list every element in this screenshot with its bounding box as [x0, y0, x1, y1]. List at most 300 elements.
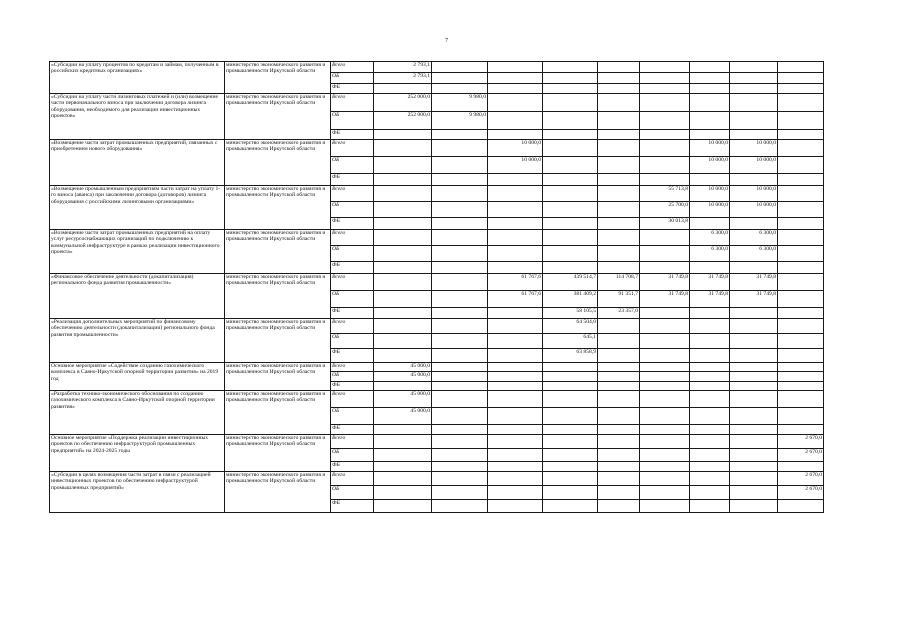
amount-cell	[543, 174, 598, 186]
amount-cell	[640, 435, 690, 449]
amount-cell	[690, 349, 730, 363]
table-body	[50, 62, 824, 513]
amount-cell	[432, 334, 488, 349]
amount-cell	[598, 112, 640, 130]
amount-cell	[543, 130, 598, 140]
amount-cell	[778, 462, 824, 472]
amount-cell	[543, 499, 598, 512]
amount-cell	[778, 334, 824, 349]
event-name-cell: «Субсидии на уплату части лизинговых платежей и (или) возмещение части первоначального взноса при заключении договора лизинга оборудования, необходимого для реализации инвестиционных проектов»	[50, 94, 225, 140]
amount-cell: 2 670,0	[778, 435, 824, 449]
amount-cell	[778, 140, 824, 157]
amount-cell: 10 000,0	[488, 140, 543, 157]
amount-cell	[640, 157, 690, 174]
amount-cell	[730, 448, 778, 462]
amount-cell: 10 000,0	[730, 202, 778, 218]
amount-cell: 23 357,0	[598, 308, 640, 319]
amount-cell	[374, 84, 432, 94]
amount-cell: 31 749,8	[640, 291, 690, 308]
amount-cell	[730, 372, 778, 382]
amount-cell: 10 000,0	[730, 186, 778, 202]
amount-cell: 30 013,8	[640, 218, 690, 230]
table-row	[50, 319, 824, 334]
amount-cell	[488, 448, 543, 462]
amount-cell	[690, 112, 730, 130]
amount-cell	[778, 274, 824, 291]
amount-cell	[690, 408, 730, 425]
amount-cell	[543, 262, 598, 274]
amount-cell	[488, 372, 543, 382]
amount-cell: 91 351,7	[598, 291, 640, 308]
amount-cell	[778, 218, 824, 230]
amount-cell	[432, 363, 488, 372]
executor-cell: министерство экономического развития и промышленности Иркутской области	[225, 435, 331, 472]
funding-source-cell: Всего	[331, 94, 374, 112]
amount-cell	[690, 73, 730, 84]
funding-source-cell: ФБ	[331, 382, 374, 391]
amount-cell	[543, 202, 598, 218]
executor-cell: министерство экономического развития и промышленности Иркутской области	[225, 363, 331, 391]
amount-cell	[432, 174, 488, 186]
amount-cell	[730, 425, 778, 435]
amount-cell	[730, 408, 778, 425]
amount-cell: 25 700,0	[640, 202, 690, 218]
event-name-cell: «Субсидии на уплату процентов по кредитам и займам, полученным в российских кредитных организациях»	[50, 62, 225, 94]
amount-cell: 31 749,8	[730, 274, 778, 291]
amount-cell	[374, 174, 432, 186]
amount-cell	[488, 262, 543, 274]
amount-cell	[598, 157, 640, 174]
amount-cell	[598, 246, 640, 262]
amount-cell	[374, 130, 432, 140]
executor-cell: министерство экономического развития и промышленности Иркутской области	[225, 230, 331, 274]
funding-source-cell: ФБ	[331, 349, 374, 363]
table-row	[50, 363, 824, 372]
amount-cell: 381 409,2	[543, 291, 598, 308]
amount-cell	[598, 349, 640, 363]
funding-source-cell: ФБ	[331, 84, 374, 94]
amount-cell	[488, 308, 543, 319]
amount-cell: 6 300,0	[730, 246, 778, 262]
amount-cell	[690, 435, 730, 449]
amount-cell: 6 300,0	[690, 230, 730, 246]
amount-cell: 2 793,1	[374, 62, 432, 73]
amount-cell	[730, 472, 778, 486]
executor-cell: министерство экономического развития и промышленности Иркутской области	[225, 94, 331, 140]
amount-cell	[690, 372, 730, 382]
amount-cell	[778, 186, 824, 202]
amount-cell	[488, 425, 543, 435]
amount-cell	[488, 112, 543, 130]
amount-cell	[640, 262, 690, 274]
amount-cell	[432, 408, 488, 425]
amount-cell	[778, 62, 824, 73]
amount-cell	[432, 73, 488, 84]
amount-cell	[488, 472, 543, 486]
amount-cell	[730, 499, 778, 512]
funding-source-cell: Всего	[331, 319, 374, 334]
funding-source-cell: ФБ	[331, 308, 374, 319]
amount-cell	[598, 391, 640, 408]
funding-source-cell: ФБ	[331, 499, 374, 512]
event-name-cell: «Возмещение части затрат промышленных предприятий, связанных с приобретением нового оборудования»	[50, 140, 225, 186]
event-name-cell: «Разработка технико-экономического обоснования по созданию газохимического комплекса в Саяно-Иркутской опорной территории развития»	[50, 391, 225, 435]
amount-cell	[543, 462, 598, 472]
amount-cell	[488, 462, 543, 472]
amount-cell	[488, 486, 543, 500]
amount-cell	[690, 363, 730, 372]
amount-cell	[488, 363, 543, 372]
table-row	[50, 230, 824, 246]
funding-source-cell: ОБ	[331, 486, 374, 500]
amount-cell	[640, 246, 690, 262]
amount-cell	[543, 140, 598, 157]
amount-cell	[640, 448, 690, 462]
amount-cell	[374, 186, 432, 202]
amount-cell	[730, 218, 778, 230]
amount-cell	[543, 435, 598, 449]
amount-cell	[432, 462, 488, 472]
amount-cell	[432, 486, 488, 500]
amount-cell	[640, 349, 690, 363]
amount-cell: 10 000,0	[730, 140, 778, 157]
amount-cell	[640, 372, 690, 382]
amount-cell	[690, 262, 730, 274]
amount-cell	[778, 425, 824, 435]
amount-cell: 10 000,0	[690, 202, 730, 218]
amount-cell	[598, 486, 640, 500]
amount-cell	[374, 334, 432, 349]
amount-cell	[374, 499, 432, 512]
amount-cell	[690, 94, 730, 112]
executor-cell: министерство экономического развития и промышленности Иркутской области	[225, 62, 331, 94]
amount-cell	[778, 112, 824, 130]
amount-cell	[432, 349, 488, 363]
amount-cell	[778, 246, 824, 262]
amount-cell	[730, 112, 778, 130]
amount-cell	[730, 62, 778, 73]
amount-cell	[730, 382, 778, 391]
amount-cell	[598, 425, 640, 435]
amount-cell	[598, 202, 640, 218]
amount-cell	[598, 230, 640, 246]
amount-cell	[543, 246, 598, 262]
amount-cell	[640, 334, 690, 349]
amount-cell: 31 749,8	[690, 274, 730, 291]
funding-source-cell: ОБ	[331, 112, 374, 130]
funding-source-cell: ОБ	[331, 448, 374, 462]
amount-cell: 2 670,0	[778, 486, 824, 500]
executor-cell: министерство экономического развития и промышленности Иркутской области	[225, 140, 331, 186]
amount-cell	[488, 62, 543, 73]
amount-cell	[543, 363, 598, 372]
amount-cell	[690, 486, 730, 500]
amount-cell	[730, 486, 778, 500]
amount-cell	[543, 84, 598, 94]
amount-cell	[543, 94, 598, 112]
amount-cell	[543, 425, 598, 435]
amount-cell	[432, 246, 488, 262]
amount-cell	[488, 408, 543, 425]
amount-cell	[640, 174, 690, 186]
amount-cell	[730, 94, 778, 112]
amount-cell	[598, 372, 640, 382]
amount-cell	[598, 334, 640, 349]
funding-source-cell: ОБ	[331, 73, 374, 84]
amount-cell	[543, 382, 598, 391]
amount-cell	[374, 262, 432, 274]
event-name-cell: Основное мероприятие «Содействие созданию газохимического комплекса в Саяно-Иркутской опорной территории развития» на 2019 год	[50, 363, 225, 391]
amount-cell	[640, 319, 690, 334]
amount-cell	[640, 308, 690, 319]
table-row	[50, 94, 824, 112]
amount-cell	[690, 174, 730, 186]
amount-cell	[730, 435, 778, 449]
funding-source-cell: Всего	[331, 274, 374, 291]
amount-cell	[488, 319, 543, 334]
amount-cell	[432, 291, 488, 308]
amount-cell	[543, 218, 598, 230]
amount-cell	[730, 84, 778, 94]
amount-cell	[488, 73, 543, 84]
amount-cell	[432, 130, 488, 140]
amount-cell: 63 858,9	[543, 349, 598, 363]
amount-cell	[640, 73, 690, 84]
amount-cell	[690, 499, 730, 512]
amount-cell	[432, 391, 488, 408]
amount-cell	[374, 448, 432, 462]
amount-cell	[543, 486, 598, 500]
amount-cell	[730, 308, 778, 319]
amount-cell	[488, 84, 543, 94]
amount-cell	[640, 408, 690, 425]
amount-cell	[778, 319, 824, 334]
amount-cell: 2 670,0	[778, 472, 824, 486]
executor-cell: министерство экономического развития и промышленности Иркутской области	[225, 319, 331, 363]
amount-cell	[432, 382, 488, 391]
amount-cell	[432, 274, 488, 291]
amount-cell	[598, 448, 640, 462]
table-row	[50, 274, 824, 291]
amount-cell	[778, 291, 824, 308]
amount-cell	[432, 262, 488, 274]
table-row	[50, 472, 824, 486]
funding-source-cell: ОБ	[331, 246, 374, 262]
amount-cell	[598, 218, 640, 230]
amount-cell: 9 980,0	[432, 112, 488, 130]
amount-cell	[730, 391, 778, 408]
funding-source-cell: Всего	[331, 140, 374, 157]
funding-source-cell: Всего	[331, 435, 374, 449]
amount-cell	[488, 382, 543, 391]
amount-cell	[690, 448, 730, 462]
executor-cell: министерство экономического развития и промышленности Иркутской области	[225, 391, 331, 435]
amount-cell: 439 514,7	[543, 274, 598, 291]
amount-cell	[640, 382, 690, 391]
amount-cell	[690, 462, 730, 472]
amount-cell	[543, 408, 598, 425]
funding-source-cell: Всего	[331, 363, 374, 372]
amount-cell	[640, 62, 690, 73]
amount-cell	[598, 462, 640, 472]
table-row	[50, 62, 824, 73]
amount-cell	[730, 462, 778, 472]
amount-cell	[488, 218, 543, 230]
amount-cell	[778, 382, 824, 391]
amount-cell: 64 504,0	[543, 319, 598, 334]
amount-cell	[374, 274, 432, 291]
amount-cell	[690, 130, 730, 140]
amount-cell	[778, 130, 824, 140]
amount-cell	[374, 472, 432, 486]
amount-cell	[778, 372, 824, 382]
amount-cell	[432, 140, 488, 157]
amount-cell	[640, 94, 690, 112]
amount-cell	[374, 202, 432, 218]
amount-cell	[598, 262, 640, 274]
amount-cell	[488, 246, 543, 262]
amount-cell: 10 000,0	[690, 186, 730, 202]
funding-source-cell: ОБ	[331, 334, 374, 349]
amount-cell	[640, 112, 690, 130]
amount-cell	[730, 130, 778, 140]
amount-cell	[488, 94, 543, 112]
amount-cell	[598, 382, 640, 391]
amount-cell	[488, 391, 543, 408]
funding-source-cell: Всего	[331, 472, 374, 486]
amount-cell	[432, 157, 488, 174]
amount-cell	[690, 472, 730, 486]
amount-cell	[488, 349, 543, 363]
budget-table	[49, 61, 824, 513]
amount-cell	[730, 319, 778, 334]
amount-cell	[640, 391, 690, 408]
amount-cell	[640, 130, 690, 140]
event-name-cell: «Субсидии в целях возмещения части затрат в связи с реализацией инвестиционных проектов по обеспечению инфраструктурой промышленных предприятий»	[50, 472, 225, 513]
amount-cell	[374, 382, 432, 391]
amount-cell: 9 980,0	[432, 94, 488, 112]
event-name-cell: «Реализация дополнительных мероприятий по финансовому обеспечению деятельности (докапитализации) регионального фонда развития промышленности»	[50, 319, 225, 363]
amount-cell	[432, 62, 488, 73]
amount-cell	[543, 391, 598, 408]
funding-source-cell: ФБ	[331, 218, 374, 230]
amount-cell	[488, 334, 543, 349]
amount-cell	[432, 435, 488, 449]
amount-cell	[730, 363, 778, 372]
amount-cell	[778, 230, 824, 246]
amount-cell	[778, 349, 824, 363]
amount-cell	[730, 349, 778, 363]
funding-source-cell: Всего	[331, 230, 374, 246]
amount-cell	[690, 382, 730, 391]
amount-cell	[778, 499, 824, 512]
funding-source-cell: ОБ	[331, 157, 374, 174]
amount-cell	[374, 140, 432, 157]
funding-source-cell: ОБ	[331, 372, 374, 382]
amount-cell	[598, 73, 640, 84]
executor-cell: министерство экономического развития и промышленности Иркутской области	[225, 274, 331, 319]
amount-cell	[374, 425, 432, 435]
amount-cell	[374, 246, 432, 262]
amount-cell	[778, 174, 824, 186]
amount-cell	[778, 308, 824, 319]
amount-cell	[690, 84, 730, 94]
amount-cell	[432, 425, 488, 435]
amount-cell	[778, 73, 824, 84]
amount-cell	[374, 319, 432, 334]
amount-cell	[432, 308, 488, 319]
amount-cell	[432, 372, 488, 382]
amount-cell	[488, 230, 543, 246]
amount-cell: 114 708,7	[598, 274, 640, 291]
amount-cell	[488, 435, 543, 449]
amount-cell	[598, 94, 640, 112]
amount-cell	[374, 291, 432, 308]
amount-cell	[543, 186, 598, 202]
amount-cell	[432, 186, 488, 202]
amount-cell	[432, 319, 488, 334]
amount-cell	[432, 230, 488, 246]
amount-cell	[640, 140, 690, 157]
amount-cell	[778, 408, 824, 425]
amount-cell	[598, 435, 640, 449]
amount-cell	[488, 130, 543, 140]
amount-cell: 10 000,0	[690, 157, 730, 174]
amount-cell	[432, 472, 488, 486]
amount-cell	[432, 448, 488, 462]
event-name-cell: «Возмещение промышленным предприятиям части затрат на уплату 1-го взноса (аванса) при заключении договора (договоров) лизинга оборудования с российскими лизинговыми организациями»	[50, 186, 225, 230]
funding-source-cell: ФБ	[331, 174, 374, 186]
amount-cell	[598, 363, 640, 372]
amount-cell	[543, 62, 598, 73]
amount-cell	[488, 202, 543, 218]
amount-cell: 31 749,8	[690, 291, 730, 308]
amount-cell: 45 000,0	[374, 391, 432, 408]
amount-cell	[374, 218, 432, 230]
amount-cell: 10 000,0	[730, 157, 778, 174]
amount-cell	[432, 84, 488, 94]
amount-cell	[432, 202, 488, 218]
amount-cell	[598, 472, 640, 486]
amount-cell	[598, 186, 640, 202]
amount-cell	[730, 73, 778, 84]
amount-cell	[730, 262, 778, 274]
executor-cell: министерство экономического развития и промышленности Иркутской области	[225, 472, 331, 513]
amount-cell	[640, 462, 690, 472]
amount-cell	[374, 308, 432, 319]
amount-cell	[778, 202, 824, 218]
amount-cell	[640, 486, 690, 500]
amount-cell	[640, 425, 690, 435]
amount-cell: 6 300,0	[730, 230, 778, 246]
amount-cell	[690, 319, 730, 334]
amount-cell	[543, 112, 598, 130]
funding-source-cell: ФБ	[331, 130, 374, 140]
amount-cell	[543, 448, 598, 462]
amount-cell	[598, 84, 640, 94]
amount-cell: 61 767,6	[488, 274, 543, 291]
amount-cell	[598, 174, 640, 186]
amount-cell	[598, 499, 640, 512]
amount-cell	[778, 391, 824, 408]
amount-cell	[690, 334, 730, 349]
amount-cell	[374, 435, 432, 449]
page-number: 7	[445, 38, 448, 44]
table-row	[50, 435, 824, 449]
amount-cell	[543, 230, 598, 246]
amount-cell	[374, 157, 432, 174]
amount-cell: 31 749,8	[730, 291, 778, 308]
